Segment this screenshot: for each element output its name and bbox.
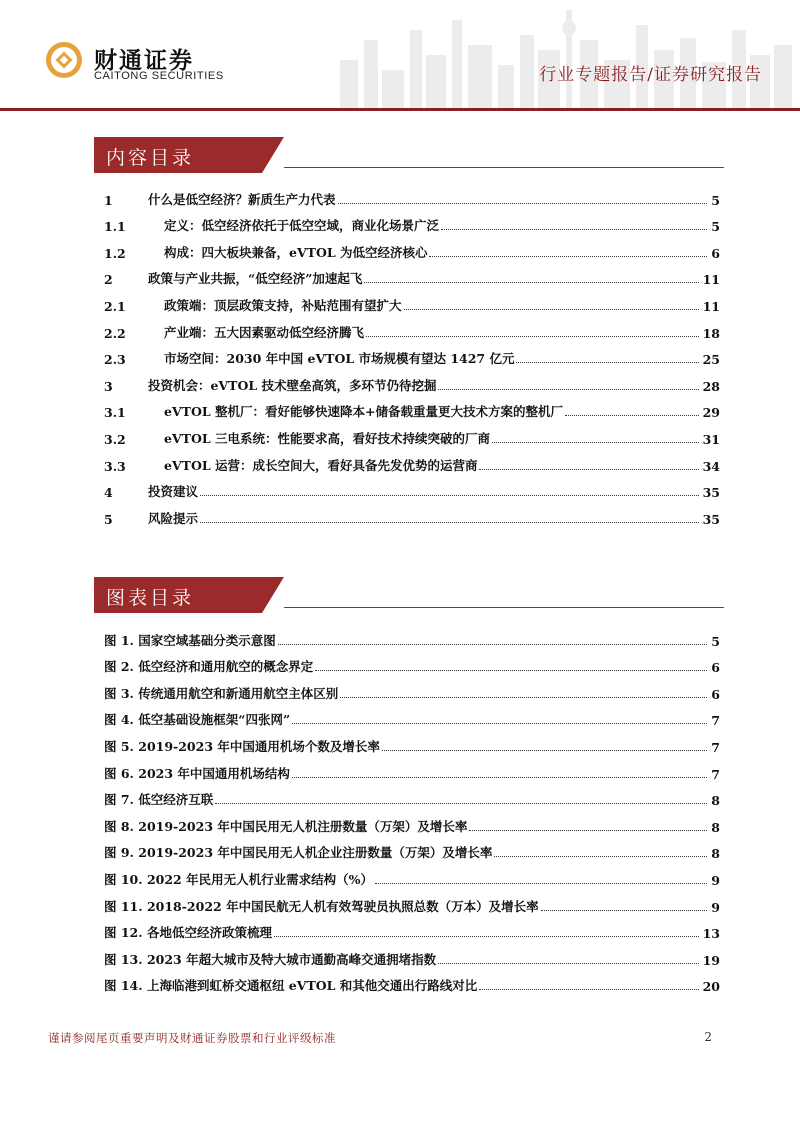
figure-leader-dots [292,777,707,778]
figure-entry-title: 图 5. 2019-2023 年中国通用机场个数及增长率 [104,738,380,754]
figure-entry-title: 图 7. 低空经济互联 [104,792,214,808]
toc-leader-dots [492,442,699,443]
figures-title: 图表目录 [106,587,195,609]
toc-entry-title: 政策与产业共振，“低空经济”加速起飞 [148,271,363,287]
figure-entry-page: 9 [711,872,720,888]
toc-entry-number: 3.3 [104,458,126,474]
figure-entry-title: 图 10. 2022 年民用无人机行业需求结构（%） [104,871,373,887]
figure-entry-page: 7 [711,766,720,782]
figure-leader-dots [278,644,708,645]
toc-leader-dots [404,309,699,310]
figure-entry-page: 8 [711,846,720,862]
toc-entry-page: 35 [702,485,720,501]
toc-entry[interactable] [104,208,720,235]
toc-leader-dots [366,336,699,337]
toc-entry-number: 3.2 [104,431,126,447]
figure-entry[interactable] [104,835,720,862]
toc-entry-page: 28 [702,378,720,394]
figure-leader-dots [541,910,708,911]
toc-entry-page: 35 [702,511,720,527]
toc-entry-title: 投资机会：eVTOL 技术壁垒高筑，多环节仍待挖掘 [148,377,437,393]
toc-entry-number: 3.1 [104,405,126,421]
figure-entry-page: 5 [711,633,720,649]
figure-leader-dots [494,856,707,857]
city-skyline-decoration [330,0,800,110]
toc-entry-title: 风险提示 [148,510,199,526]
page-number: 2 [704,1030,712,1044]
toc-entry[interactable] [104,181,720,208]
toc-entry-page: 34 [702,458,720,474]
toc-leader-dots [479,469,698,470]
figure-entry[interactable] [104,649,720,676]
figure-entry-title: 图 13. 2023 年超大城市及特大城市通勤高峰交通拥堵指数 [104,951,437,967]
report-type-label: 行业专题报告/证券研究报告 [539,65,762,85]
toc-entry-title: eVTOL 运营：成长空间大，看好具备先发优势的运营商 [164,457,478,473]
figure-leader-dots [292,723,707,724]
figure-entry-title: 图 4. 低空基础设施框架“四张网” [104,712,291,728]
figure-entry[interactable] [104,968,720,995]
toc-entry-number: 1 [104,192,113,208]
toc-section-banner [94,137,724,173]
toc-entry-title: eVTOL 三电系统：性能要求高，看好技术持续突破的厂商 [164,430,490,446]
figure-entry[interactable] [104,728,720,755]
figure-entry-title: 图 8. 2019-2023 年中国民用无人机注册数量（万架）及增长率 [104,818,468,834]
figure-entry[interactable] [104,755,720,782]
toc-leader-dots [200,522,699,523]
figure-entry[interactable] [104,861,720,888]
toc-entry[interactable] [104,314,720,341]
figures-banner-underline [284,607,724,608]
toc-leader-dots [516,362,698,363]
figure-entry-title: 图 11. 2018-2022 年中国民航无人机有效驾驶员执照总数（万本）及增长率 [104,898,539,914]
figure-entry[interactable] [104,915,720,942]
page-header [0,0,800,115]
toc-entry[interactable] [104,474,720,501]
toc-entry-page: 29 [702,405,720,421]
toc-entry-page: 5 [711,219,720,235]
toc-leader-dots [364,282,698,283]
toc-entry-number: 4 [104,485,113,501]
toc-leader-dots [338,203,708,204]
toc-entry-title: eVTOL 整机厂：看好能够快速降本+储备载重量更大技术方案的整机厂 [164,404,563,420]
figure-entry-title: 图 1. 国家空域基础分类示意图 [104,632,276,648]
figure-entry-title: 图 3. 传统通用航空和新通用航空主体区别 [104,685,339,701]
figure-entry[interactable] [104,702,720,729]
figure-leader-dots [315,670,707,671]
toc-entry[interactable] [104,447,720,474]
figure-entry-page: 19 [702,952,720,968]
table-of-contents [104,181,720,527]
figure-entry[interactable] [104,675,720,702]
figure-entry-page: 7 [711,713,720,729]
toc-entry[interactable] [104,420,720,447]
toc-entry-page: 5 [711,192,720,208]
toc-entry-page: 25 [702,352,720,368]
figure-leader-dots [215,803,707,804]
toc-entry-number: 1.1 [104,219,126,235]
toc-entry[interactable] [104,394,720,421]
figure-entry-page: 8 [711,819,720,835]
toc-entry-title: 市场空间：2030 年中国 eVTOL 市场规模有望达 1427 亿元 [164,351,515,367]
toc-banner-underline [284,167,724,168]
toc-entry-number: 2.1 [104,298,126,314]
toc-entry-number: 2.2 [104,325,126,341]
toc-title: 内容目录 [106,147,195,169]
toc-entry[interactable] [104,500,720,527]
list-of-figures [104,622,720,994]
toc-entry-number: 2 [104,272,113,288]
figure-entry-page: 6 [711,686,720,702]
figure-entry-page: 9 [711,899,720,915]
header-divider [0,108,800,111]
toc-entry-page: 11 [702,272,720,288]
toc-entry-title: 投资建议 [148,484,199,500]
toc-leader-dots [565,415,699,416]
toc-entry-title: 构成：四大板块兼备，eVTOL 为低空经济核心 [164,244,428,260]
toc-entry-page: 31 [702,431,720,447]
figure-entry-title: 图 14. 上海临港到虹桥交通枢纽 eVTOL 和其他交通出行路线对比 [104,978,478,994]
figure-leader-dots [382,750,707,751]
figure-leader-dots [438,963,699,964]
figures-banner-tab-tail [262,577,284,613]
figure-leader-dots [469,830,707,831]
figure-entry[interactable] [104,888,720,915]
figure-entry[interactable] [104,941,720,968]
toc-entry[interactable] [104,341,720,368]
figure-entry[interactable] [104,622,720,649]
figure-entry-page: 13 [702,926,720,942]
figures-section-banner [94,577,724,613]
figure-entry-page: 7 [711,739,720,755]
toc-leader-dots [429,256,707,257]
figure-leader-dots [375,883,707,884]
figure-entry-title: 图 2. 低空经济和通用航空的概念界定 [104,659,314,675]
toc-entry[interactable] [104,287,720,314]
toc-entry-title: 产业端：五大因素驱动低空经济腾飞 [164,324,365,340]
toc-leader-dots [438,389,698,390]
figure-entry-page: 20 [702,979,720,995]
toc-entry-title: 定义：低空经济依托于低空空域，商业化场景广泛 [164,218,440,234]
figure-entry-title: 图 6. 2023 年中国通用机场结构 [104,765,290,781]
footer-disclaimer: 谨请参阅尾页重要声明及财通证券股票和行业评级标准 [48,1031,336,1045]
toc-entry-number: 5 [104,511,113,527]
figure-leader-dots [479,989,698,990]
figure-entry-page: 6 [711,660,720,676]
toc-entry-number: 1.2 [104,245,126,261]
logo-chinese-name: 财通证券 [94,48,194,74]
logo-english-name: CAITONG SECURITIES [94,70,224,82]
toc-entry-number: 2.3 [104,352,126,368]
toc-entry-page: 18 [702,325,720,341]
toc-entry[interactable] [104,234,720,261]
caitong-logo-icon [44,40,84,80]
figure-entry-page: 8 [711,793,720,809]
toc-entry-title: 什么是低空经济？新质生产力代表 [148,191,336,207]
toc-entry[interactable] [104,261,720,288]
toc-entry-title: 政策端：顶层政策支持，补贴范围有望扩大 [164,297,402,313]
figure-entry[interactable] [104,782,720,809]
toc-entry-page: 6 [711,245,720,261]
figure-leader-dots [274,936,699,937]
toc-leader-dots [200,495,699,496]
toc-entry[interactable] [104,367,720,394]
toc-leader-dots [441,229,707,230]
toc-banner-tab-tail [262,137,284,173]
figure-entry[interactable] [104,808,720,835]
toc-entry-page: 11 [702,298,720,314]
figure-entry-title: 图 9. 2019-2023 年中国民用无人机企业注册数量（万架）及增长率 [104,845,493,861]
toc-entry-number: 3 [104,378,113,394]
figure-leader-dots [340,697,707,698]
figure-entry-title: 图 12. 各地低空经济政策梳理 [104,925,272,941]
